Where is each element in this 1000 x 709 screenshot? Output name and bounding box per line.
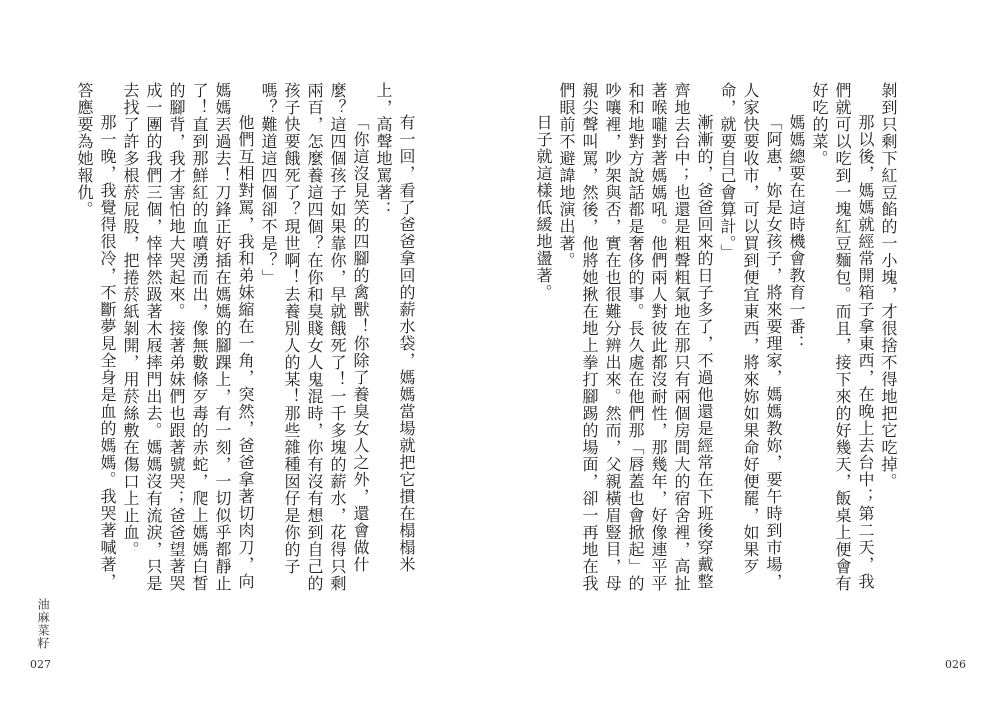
paragraph: 他們互相對罵，我和弟妹縮在一角，突然，爸爸拿著切肉刀，向媽媽丟過去！刀鋒正好插在媽媽的腳踝上，有一刻，一切似乎都靜止了！直到那鮮紅的血噴湧而出，像無數條歹毒的赤蛇，爬上媽媽白皙的腳背，我才害怕地大哭起來。接著弟妹們也跟著號哭；爸爸望著哭成一團的我們三個，悻悻然趿著木屐摔門出去。媽媽沒有流淚，只是去找了許多根菸屁股，把捲菸紙剝開，用菸絲敷在傷口上止血。 xyxy=(121,82,255,592)
right-page xyxy=(500,0,1000,709)
paragraph: 日子就這樣低緩地盪著。 xyxy=(534,114,553,301)
paragraph: 那以後，媽媽就經常開箱子拿東西，在晚上去台中；第二天，我們就可以吃到一塊紅豆麵包。而且，接下來的好幾天，飯桌上便會有好吃的菜。 xyxy=(810,82,875,592)
page-number: 027 xyxy=(30,658,51,671)
paragraph: 有一回，看了爸爸拿回的薪水袋，媽媽當場就把它摜在榻榻米上，高聲地罵著： xyxy=(374,82,416,573)
right-page-text xyxy=(534,82,900,602)
paragraph: 漸漸的，爸爸回來的日子多了，不過他還是經常在下班後穿戴整齊地去台中；也還是粗聲粗氣地在那只有兩個房間大的宿舍裡，高扯著喉嚨對著媽媽吼。他們兩人對彼此都沒耐性，那幾年，好像連平平和和地對方說話都是奢侈的事。長久處在他們那「唇蓋也會掀起」的吵嚷裡，吵架與否，實在也很難分辨出來。然而，父親橫眉豎目，母親尖聲叫罵，然後，他將她揪在地上拳打腳踢的場面，卻一再地在我們眼前不避諱地演出著。 xyxy=(557,82,714,592)
paragraph: 剝到只剩下紅豆餡的一小塊，才很捨不得地把它吃掉。 xyxy=(879,82,898,490)
paragraph: 「你這沒見笑的四腳的禽獸！你除了養臭女人之外，還會做什麼？這四個孩子如果靠你，早就餓死了！一千多塊的薪水，花得只剩兩百，怎麼養這四個？在你和臭賤女人鬼混時，你有沒有想到自己的孩子快要餓死了？現世啊！去養別人的某！那些雜種囡仔是你的子嗎？難道這四個卻不是？」 xyxy=(259,82,370,592)
paragraph: 那一晚，我覺得很冷，不斷夢見全身是血的媽媽。我哭著喊著，答應要為她報仇。 xyxy=(75,82,117,590)
page-number: 026 xyxy=(945,658,966,671)
left-page-text xyxy=(75,82,418,602)
paragraph: 媽媽總要在這時機會教育一番： xyxy=(787,114,806,352)
book-title: 油麻菜籽 xyxy=(36,598,50,650)
paragraph: 「阿惠，妳是女孩子，將來要理家，媽媽教妳，要午時到市場，人家快要收市，可以買到便宜東西，將來妳如果命好便罷，如果歹命，就要自己會算計。」 xyxy=(718,82,783,590)
